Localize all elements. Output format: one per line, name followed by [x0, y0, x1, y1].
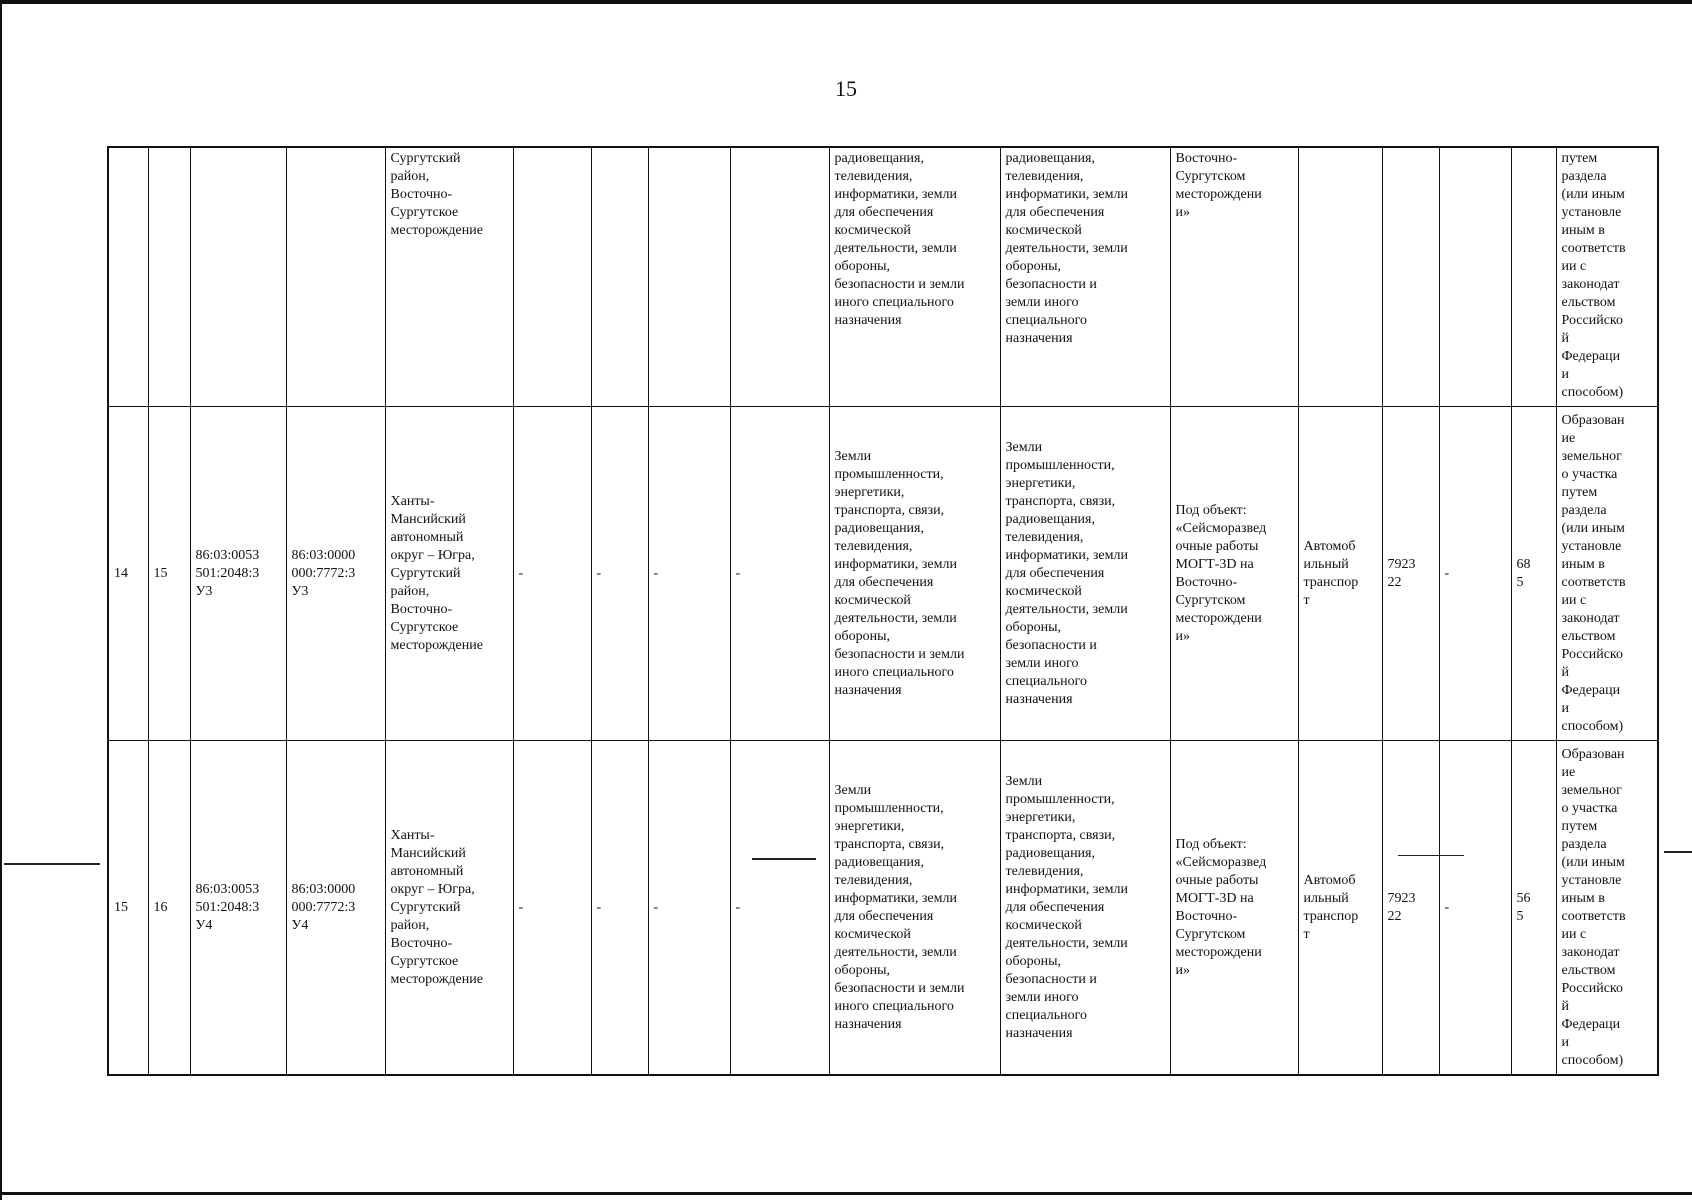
address-cell: Ханты- Мансийский автономный округ – Югра, Сургутский район, Восточно- Сургутское месторождение: [385, 407, 513, 741]
dash-cell: -: [730, 741, 829, 1076]
parent-cadastral-number-cell: 86:03:0000 000:7772:3 У3: [286, 407, 385, 741]
object-number-cell: [148, 147, 190, 407]
land-category-cell: радиовещания, телевидения, информатики, земли для обеспечения космической деятельности, земли обороны, безопасности и земли иного специального назначения: [829, 147, 1000, 407]
scan-border-left: [0, 0, 2, 1200]
empty-cell: [730, 147, 829, 407]
scan-artifact-line: [752, 858, 816, 860]
dash-cell: -: [730, 407, 829, 741]
parent-cadastral-number-cell: 86:03:0000 000:7772:3 У4: [286, 741, 385, 1076]
value-cell: 7923 22: [1382, 407, 1439, 741]
address-cell: Сургутский район, Восточно- Сургутское месторождение: [385, 147, 513, 407]
transport-cell: Автомоб ильный транспор т: [1298, 407, 1382, 741]
cadastral-number-cell: [190, 147, 286, 407]
address-cell: Ханты- Мансийский автономный округ – Югра, Сургутский район, Восточно- Сургутское месторождение: [385, 741, 513, 1076]
empty-cell: [591, 147, 648, 407]
dash-cell: -: [648, 407, 730, 741]
cadastral-number-cell: 86:03:0053 501:2048:3 У4: [190, 741, 286, 1076]
area-cell: 56 5: [1511, 741, 1556, 1076]
row-number-cell: 14: [108, 407, 148, 741]
object-number-cell: 15: [148, 407, 190, 741]
permitted-use-cell: Земли промышленности, энергетики, транспорта, связи, радиовещания, телевидения, информатики, земли для обеспечения космической деятельности, земли обороны, безопасности и земли иного специального назначения: [1000, 741, 1170, 1076]
formation-method-cell: путем раздела (или иным установле иным в соответств ии с законодат ельством Российско й Федераци и способом): [1556, 147, 1658, 407]
scan-border-top: [0, 0, 1692, 4]
permitted-use-cell: радиовещания, телевидения, информатики, земли для обеспечения космической деятельности, земли обороны, безопасности и земли иного специального назначения: [1000, 147, 1170, 407]
dash-cell: -: [513, 741, 591, 1076]
purpose-cell: Под объект: «Сейсморазвед очные работы МОГТ-3D на Восточно- Сургутском месторождени и»: [1170, 741, 1298, 1076]
object-number-cell: 16: [148, 741, 190, 1076]
area-cell: [1511, 147, 1556, 407]
permitted-use-cell: Земли промышленности, энергетики, транспорта, связи, радиовещания, телевидения, информатики, земли для обеспечения космической деятельности, земли обороны, безопасности и земли иного специального назначения: [1000, 407, 1170, 741]
table-row: [108, 147, 1658, 407]
scan-artifact-line: [4, 863, 100, 865]
table-row: [108, 741, 1658, 1076]
dash-cell: -: [591, 407, 648, 741]
row-number-cell: [108, 147, 148, 407]
formation-method-cell: Образован ие земельног о участка путем раздела (или иным установле иным в соответств ии с законодат ельством Российско й Федераци и способом): [1556, 407, 1658, 741]
empty-cell: [648, 147, 730, 407]
page-number: 15: [835, 76, 857, 101]
purpose-cell: Под объект: «Сейсморазвед очные работы МОГТ-3D на Восточно- Сургутском месторождени и»: [1170, 407, 1298, 741]
land-plot-table: [107, 146, 1659, 1076]
dash-cell: -: [513, 407, 591, 741]
parent-cadastral-number-cell: [286, 147, 385, 407]
dash-cell: -: [591, 741, 648, 1076]
area-cell: 68 5: [1511, 407, 1556, 741]
transport-cell: Автомоб ильный транспор т: [1298, 741, 1382, 1076]
empty-cell: [513, 147, 591, 407]
transport-cell: [1298, 147, 1382, 407]
dash-cell: -: [648, 741, 730, 1076]
scan-artifact-line: [1664, 851, 1692, 853]
row-number-cell: 15: [108, 741, 148, 1076]
dash-cell: -: [1439, 407, 1511, 741]
cadastral-number-cell: 86:03:0053 501:2048:3 У3: [190, 407, 286, 741]
table-row: [108, 407, 1658, 741]
value-cell: [1382, 147, 1439, 407]
dash-cell: -: [1439, 741, 1511, 1076]
land-category-cell: Земли промышленности, энергетики, транспорта, связи, радиовещания, телевидения, информатики, земли для обеспечения космической деятельности, земли обороны, безопасности и земли иного специального назначения: [829, 407, 1000, 741]
formation-method-cell: Образован ие земельног о участка путем раздела (или иным установле иным в соответств ии с законодат ельством Российско й Федераци и способом): [1556, 741, 1658, 1076]
land-category-cell: Земли промышленности, энергетики, транспорта, связи, радиовещания, телевидения, информатики, земли для обеспечения космической деятельности, земли обороны, безопасности и земли иного специального назначения: [829, 741, 1000, 1076]
purpose-cell: Восточно- Сургутском месторождени и»: [1170, 147, 1298, 407]
value-cell: 7923 22: [1382, 741, 1439, 1076]
dash-cell: [1439, 147, 1511, 407]
scan-artifact-line: [1398, 855, 1464, 856]
scan-border-bottom: [0, 1192, 1692, 1195]
